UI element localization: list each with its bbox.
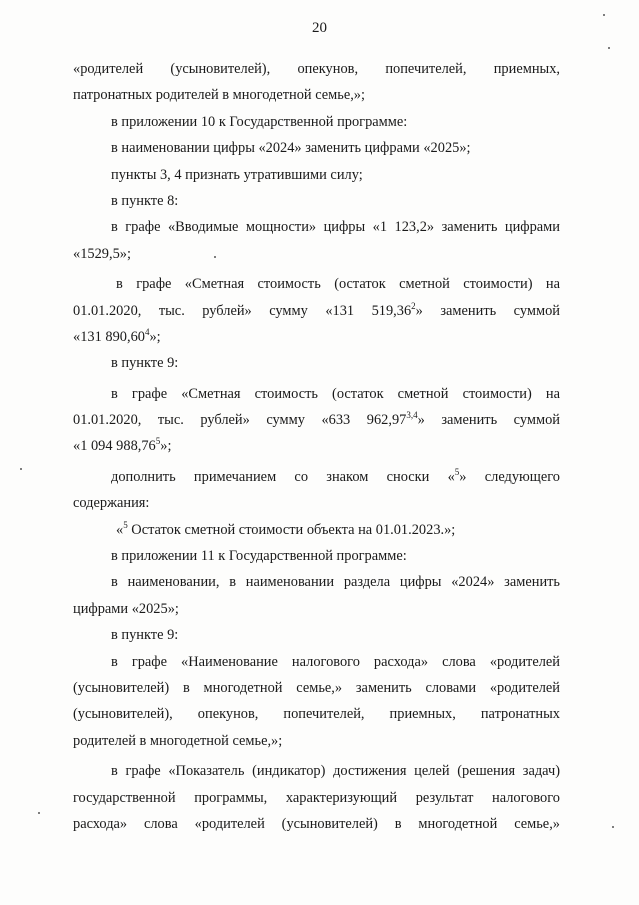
footnote-sup: 5	[155, 436, 161, 447]
text-line: в приложении 11 к Государственной программе:	[111, 548, 407, 565]
text-line: цифрами «2025»;	[73, 600, 179, 617]
text-line: в наименовании, в наименовании раздела цифры «2024» заменить	[111, 574, 560, 591]
text-line: в приложении 10 к Государственной программе:	[111, 113, 408, 130]
text-line: родителей в многодетной семье,»;	[73, 732, 283, 749]
text-segment: «	[116, 521, 124, 538]
text-segment: Остаток сметной стоимости объекта на 01.01.2023.»;	[127, 521, 456, 538]
text-segment: 01.01.2020, тыс. рублей» сумму «633 962,97	[73, 412, 407, 429]
text-line: пункты 3, 4 признать утратившими силу;	[111, 166, 363, 183]
text-line: (усыновителей), опекунов, попечителей, приемных, патронатных	[73, 706, 560, 723]
text-line	[73, 517, 560, 543]
text-segment: » заменить суммой	[415, 302, 560, 319]
text-line: в графе «Показатель (индикатор) достижения целей (решения задач)	[111, 763, 560, 780]
text-line: в наименовании цифры «2024» заменить цифрами «2025»;	[111, 140, 471, 157]
text-segment: 01.01.2020, тыс. рублей» сумму «131 519,36	[73, 302, 412, 319]
text-line: в графе «Вводимые мощности» цифры «1 123,2» заменить цифрами	[111, 219, 560, 236]
text-line: содержания:	[73, 495, 150, 512]
text-line: в пункте 9:	[111, 355, 179, 372]
text-line: в графе «Сметная стоимость (остаток сметной стоимости) на	[111, 385, 560, 402]
text-line: расхода» слова «родителей (усыновителей) в многодетной семье,»	[73, 815, 560, 832]
text-line	[73, 298, 560, 324]
text-line: государственной программы, характеризующий результат налогового	[73, 789, 560, 806]
footnote-sup: 3,4	[406, 410, 418, 421]
scan-speck	[608, 47, 610, 49]
text-line: «1529,5»;	[73, 245, 131, 262]
text-segment: «1 094 988,76	[73, 438, 156, 455]
text-segment: » следующего	[459, 468, 560, 485]
text-line	[73, 407, 560, 433]
text-line: в пункте 9:	[111, 627, 179, 644]
text-line: «родителей (усыновителей), опекунов, попечителей, приемных,	[73, 61, 560, 77]
footnote-sup: 5	[454, 467, 460, 478]
text-line: в пункте 8:	[111, 192, 179, 209]
scan-speck	[612, 826, 614, 828]
text-line	[73, 324, 560, 350]
text-segment: »;	[149, 328, 161, 345]
text-line	[73, 464, 560, 490]
text-line: в графе «Сметная стоимость (остаток сметной стоимости) на	[116, 276, 560, 293]
text-line: (усыновителей) в многодетной семье,» заменить словами «родителей	[73, 679, 560, 696]
text-segment: » заменить суммой	[417, 412, 560, 429]
footnote-sup: 5	[123, 519, 128, 530]
scan-speck	[38, 812, 40, 814]
footnote-sup: 2	[411, 300, 416, 311]
scan-speck	[603, 14, 605, 16]
text-segment: «131 890,60	[73, 328, 145, 345]
footnote-sup: 4	[144, 327, 150, 338]
scan-speck	[214, 256, 216, 258]
page-number: 20	[312, 20, 327, 36]
document-body	[73, 56, 560, 837]
text-line: патронатных родителей в многодетной семье,»;	[73, 87, 365, 104]
text-segment: »;	[160, 438, 172, 455]
text-segment: дополнить примечанием со знаком сноски «	[111, 468, 455, 485]
text-line	[73, 433, 560, 459]
text-line: в графе «Наименование налогового расхода» слова «родителей	[111, 653, 560, 670]
scan-speck	[20, 468, 22, 470]
